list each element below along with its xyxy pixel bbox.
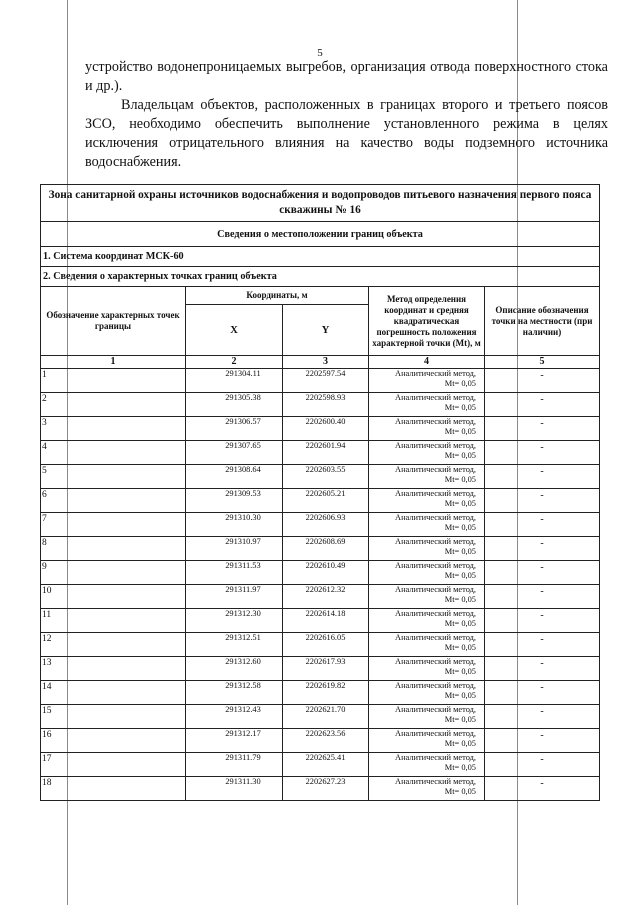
description-value: - [485, 729, 600, 753]
x-value: 291305.38 [186, 393, 283, 417]
method-text: Аналитический метод, [395, 441, 476, 450]
description-value: - [485, 609, 600, 633]
method-text: Аналитический метод, [395, 585, 476, 594]
col-number-4: 4 [369, 356, 485, 369]
x-value: 291312.58 [186, 681, 283, 705]
table-row [41, 657, 600, 681]
method-cell [369, 777, 485, 801]
point-number: 17 [41, 753, 186, 777]
page-number: 5 [317, 47, 323, 59]
point-number: 14 [41, 681, 186, 705]
col-number-1: 1 [41, 356, 186, 369]
method-text: Аналитический метод, [395, 777, 476, 786]
x-value: 291306.57 [186, 417, 283, 441]
mt-value: Mt= 0,05 [444, 427, 476, 436]
method-text: Аналитический метод, [395, 657, 476, 666]
table-row [41, 393, 600, 417]
description-value: - [485, 705, 600, 729]
method-cell [369, 393, 485, 417]
mt-value: Mt= 0,05 [444, 451, 476, 460]
point-number: 3 [41, 417, 186, 441]
description-header: Описание обозначения точки на местности (при наличии) [485, 287, 600, 356]
method-text: Аналитический метод, [395, 633, 476, 642]
y-value: 2202608.69 [283, 537, 369, 561]
description-value: - [485, 441, 600, 465]
mt-value: Mt= 0,05 [444, 523, 476, 532]
method-text: Аналитический метод, [395, 513, 476, 522]
y-value: 2202619.82 [283, 681, 369, 705]
coordinate-system-row: 1. Система координат МСК-60 [41, 247, 600, 267]
method-cell [369, 681, 485, 705]
table-info-header: Сведения о местоположении границ объекта [41, 222, 600, 247]
mt-value: Mt= 0,05 [444, 379, 476, 388]
method-text: Аналитический метод, [395, 489, 476, 498]
point-number: 16 [41, 729, 186, 753]
y-value: 2202627.23 [283, 777, 369, 801]
points-section-row: 2. Сведения о характерных точках границ объекта [41, 267, 600, 287]
x-value: 291312.43 [186, 705, 283, 729]
method-cell [369, 609, 485, 633]
description-value: - [485, 417, 600, 441]
mt-value: Mt= 0,05 [444, 619, 476, 628]
x-value: 291310.97 [186, 537, 283, 561]
mt-value: Mt= 0,05 [444, 499, 476, 508]
x-value: 291311.79 [186, 753, 283, 777]
method-cell [369, 753, 485, 777]
y-value: 2202598.93 [283, 393, 369, 417]
method-text: Аналитический метод, [395, 537, 476, 546]
mt-value: Mt= 0,05 [444, 403, 476, 412]
description-value: - [485, 753, 600, 777]
x-value: 291312.60 [186, 657, 283, 681]
y-value: 2202612.32 [283, 585, 369, 609]
description-value: - [485, 369, 600, 393]
mt-value: Mt= 0,05 [444, 475, 476, 484]
description-value: - [485, 585, 600, 609]
table-row [41, 729, 600, 753]
method-cell [369, 537, 485, 561]
table-row [41, 633, 600, 657]
method-text: Аналитический метод, [395, 609, 476, 618]
point-number: 8 [41, 537, 186, 561]
table-row [41, 513, 600, 537]
point-number: 7 [41, 513, 186, 537]
method-cell [369, 657, 485, 681]
y-value: 2202621.70 [283, 705, 369, 729]
method-text: Аналитический метод, [395, 753, 476, 762]
mt-value: Mt= 0,05 [444, 643, 476, 652]
mt-value: Mt= 0,05 [444, 763, 476, 772]
point-number: 4 [41, 441, 186, 465]
description-value: - [485, 681, 600, 705]
method-cell [369, 417, 485, 441]
table-row [41, 417, 600, 441]
table-row [41, 681, 600, 705]
table-row [41, 753, 600, 777]
method-cell [369, 561, 485, 585]
point-number: 1 [41, 369, 186, 393]
point-number: 5 [41, 465, 186, 489]
table-row [41, 369, 600, 393]
method-cell [369, 465, 485, 489]
method-text: Аналитический метод, [395, 369, 476, 378]
point-number: 18 [41, 777, 186, 801]
method-cell [369, 585, 485, 609]
method-text: Аналитический метод, [395, 681, 476, 690]
table-row [41, 705, 600, 729]
y-value: 2202616.05 [283, 633, 369, 657]
method-header: Метод определения координат и средняя квадратическая погрешность положения характерной точки (Mt), м [369, 287, 485, 356]
y-value: 2202597.54 [283, 369, 369, 393]
method-cell [369, 705, 485, 729]
x-value: 291308.64 [186, 465, 283, 489]
y-value: 2202617.93 [283, 657, 369, 681]
point-number: 2 [41, 393, 186, 417]
x-value: 291311.30 [186, 777, 283, 801]
point-label-header: Обозначение характерных точек границы [41, 287, 186, 356]
method-text: Аналитический метод, [395, 729, 476, 738]
table-row [41, 561, 600, 585]
description-value: - [485, 633, 600, 657]
x-value: 291311.53 [186, 561, 283, 585]
mt-value: Mt= 0,05 [444, 715, 476, 724]
table-title: Зона санитарной охраны источников водоснабжения и водопроводов питьевого назначения первого пояса скважины № 16 [41, 185, 600, 222]
mt-value: Mt= 0,05 [444, 595, 476, 604]
x-value: 291312.17 [186, 729, 283, 753]
table-row [41, 609, 600, 633]
y-value: 2202625.41 [283, 753, 369, 777]
x-value: 291307.65 [186, 441, 283, 465]
table-row [41, 441, 600, 465]
description-value: - [485, 393, 600, 417]
y-value: 2202610.49 [283, 561, 369, 585]
x-value: 291310.30 [186, 513, 283, 537]
table-row [41, 537, 600, 561]
description-value: - [485, 561, 600, 585]
method-text: Аналитический метод, [395, 561, 476, 570]
x-header: X [186, 305, 283, 356]
y-header: Y [283, 305, 369, 356]
point-number: 6 [41, 489, 186, 513]
description-value: - [485, 657, 600, 681]
point-number: 10 [41, 585, 186, 609]
description-value: - [485, 777, 600, 801]
method-cell [369, 633, 485, 657]
x-value: 291304.11 [186, 369, 283, 393]
mt-value: Mt= 0,05 [444, 739, 476, 748]
description-value: - [485, 465, 600, 489]
method-text: Аналитический метод, [395, 393, 476, 402]
point-number: 15 [41, 705, 186, 729]
point-number: 9 [41, 561, 186, 585]
mt-value: Mt= 0,05 [444, 691, 476, 700]
y-value: 2202603.55 [283, 465, 369, 489]
method-cell [369, 441, 485, 465]
point-number: 13 [41, 657, 186, 681]
col-number-2: 2 [186, 356, 283, 369]
paragraph-2: Владельцам объектов, расположенных в границах второго и третьего поясов ЗСО, необходимо обеспечить выполнение установленного режима в целях исключения отрицательного влияния на качество воды подземного источника водоснабжения. [85, 97, 608, 170]
y-value: 2202605.21 [283, 489, 369, 513]
method-cell [369, 513, 485, 537]
table-row [41, 585, 600, 609]
description-value: - [485, 513, 600, 537]
description-value: - [485, 489, 600, 513]
table-row [41, 777, 600, 801]
table-row [41, 465, 600, 489]
y-value: 2202606.93 [283, 513, 369, 537]
mt-value: Mt= 0,05 [444, 547, 476, 556]
mt-value: Mt= 0,05 [444, 667, 476, 676]
x-value: 291312.30 [186, 609, 283, 633]
method-text: Аналитический метод, [395, 465, 476, 474]
x-value: 291311.97 [186, 585, 283, 609]
description-value: - [485, 537, 600, 561]
col-number-5: 5 [485, 356, 600, 369]
col-number-3: 3 [283, 356, 369, 369]
mt-value: Mt= 0,05 [444, 571, 476, 580]
y-value: 2202600.40 [283, 417, 369, 441]
x-value: 291309.53 [186, 489, 283, 513]
y-value: 2202623.56 [283, 729, 369, 753]
method-cell [369, 489, 485, 513]
method-text: Аналитический метод, [395, 705, 476, 714]
point-number: 11 [41, 609, 186, 633]
y-value: 2202614.18 [283, 609, 369, 633]
paragraph-1: устройство водонепроницаемых выгребов, организация отвода поверхностного стока и др.). [85, 59, 608, 94]
boundary-points-table [40, 184, 600, 801]
method-cell [369, 369, 485, 393]
mt-value: Mt= 0,05 [444, 787, 476, 796]
y-value: 2202601.94 [283, 441, 369, 465]
method-cell [369, 729, 485, 753]
table-row [41, 489, 600, 513]
point-number: 12 [41, 633, 186, 657]
method-text: Аналитический метод, [395, 417, 476, 426]
x-value: 291312.51 [186, 633, 283, 657]
coordinates-header: Координаты, м [186, 287, 369, 305]
